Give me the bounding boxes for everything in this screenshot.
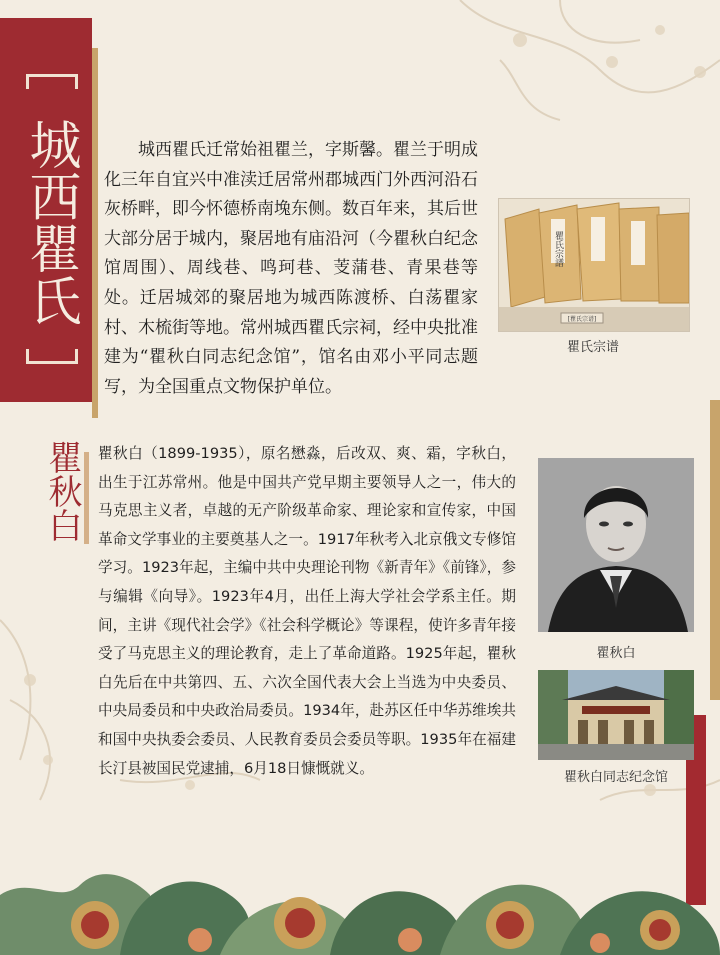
- right-gold-strip: [710, 400, 720, 700]
- bracket-bottom: [26, 349, 78, 364]
- section1-body: 城西瞿氏迁常始祖瞿兰，字斯馨。瞿兰于明成化三年自宜兴中准渎迁居常州郡城西门外西河沿石灰桥畔，即今怀德桥南堍东侧。数百年来，其后世大部分居于城内，聚居地有庙沿河（今瞿秋白纪念馆周围）、周线巷、鸣珂巷、芰蒲巷、青果巷等处。迁居城郊的聚居地为城西陈渡桥、白荡瞿家村、木梳街等地。常州城西瞿氏宗祠，经中央批准建为“瞿秋白同志纪念馆”，馆名由邓小平同志题写，为全国重点文物保护单位。: [104, 140, 478, 397]
- genealogy-caption: 瞿氏宗谱: [566, 340, 619, 355]
- section2-title: 瞿秋白: [42, 440, 82, 542]
- book-spine-label: 瞿氏宗譜: [553, 231, 563, 267]
- floral-border-decoration: [0, 805, 720, 955]
- portrait-photo: [538, 458, 694, 632]
- book-tag: [瞿氏宗谱]: [567, 316, 597, 323]
- title-banner: [0, 18, 92, 402]
- memorial-hall-image: [538, 670, 694, 760]
- memorial-hall-photo: [538, 670, 694, 760]
- gold-strip: [92, 48, 98, 418]
- memorial-caption: 瞿秋白同志纪念馆: [563, 770, 668, 785]
- genealogy-photo: [498, 198, 690, 332]
- section2-body: 瞿秋白（1899-1935），原名懋淼，后改双、爽、霜，字秋白，出生于江苏常州。他是中国共产党早期主要领导人之一，伟大的马克思主义者，卓越的无产阶级革命家、理论家和宣传家，中国革命文学事业的主要奠基人之一。1917年秋考入北京俄文专修馆学习。1923年起，主编中共中央理论刊物《新青年》《前锋》，参与编辑《向导》。1923年4月，出任上海大学社会学系主任。期间，主讲《现代社会学》《社会科学概论》等课程，使许多青年接受了马克思主义的理论教育，走上了革命道路。1925年起，瞿秋白先后在中共第四、五、六次全国代表大会上当选为中央委员、中央局委员和中央政治局委员。1934年，赴苏区任中华苏维埃共和国中央执委会委员、人民教育委员会委员等职。1935年在福建长汀县被国民党逮捕，6月18日慷慨就义。: [98, 445, 516, 777]
- section1-title: 城西瞿氏: [20, 118, 80, 326]
- genealogy-books-image: [499, 199, 689, 331]
- portrait-image: [538, 458, 694, 632]
- portrait-caption: 瞿秋白: [596, 646, 636, 661]
- bracket-top: [26, 74, 78, 89]
- title-frame: [16, 74, 82, 364]
- section2-title-bar: [84, 452, 89, 544]
